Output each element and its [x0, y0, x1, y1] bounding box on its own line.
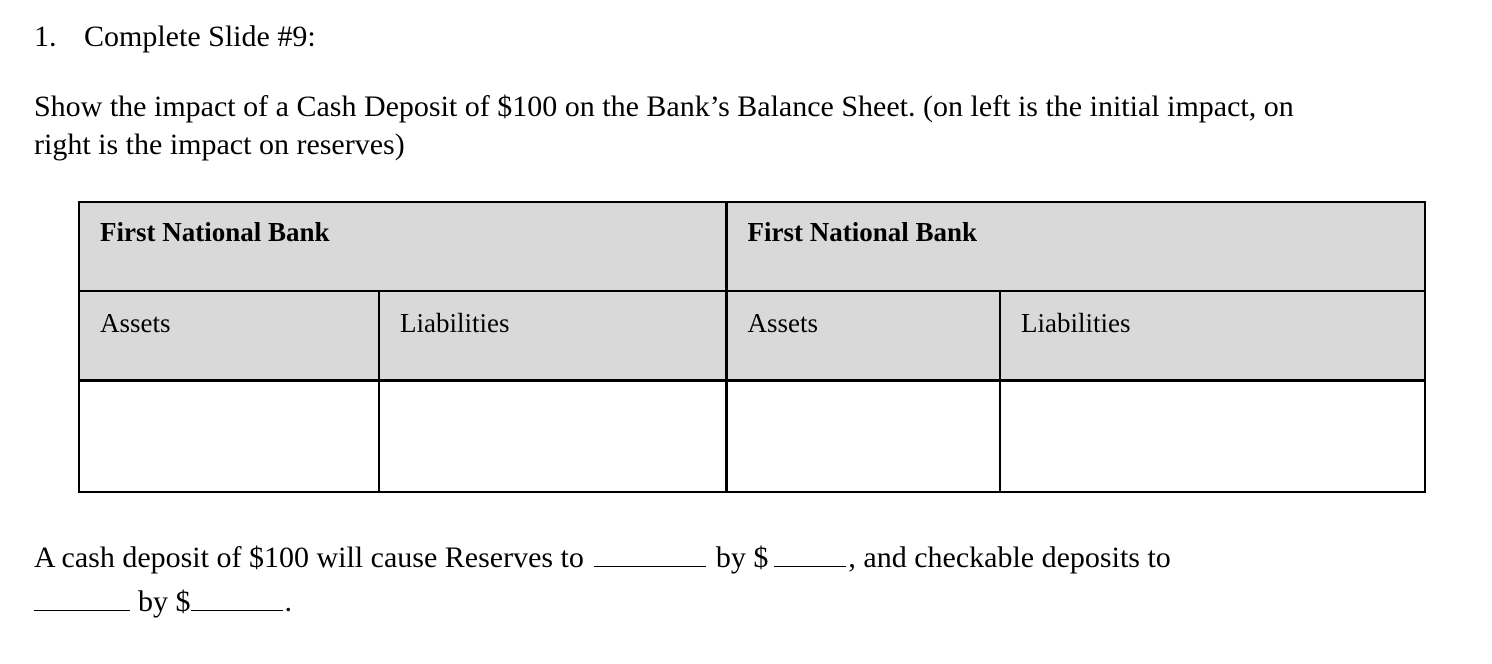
left-bank-name: First National Bank — [79, 202, 726, 291]
question-heading — [34, 18, 316, 56]
question-number: 1. — [34, 20, 57, 53]
reserves-amount-blank[interactable] — [774, 538, 846, 567]
question-instructions: Show the impact of a Cash Deposit of $100 on the Bank’s Balance Sheet. (on left is the initial impact, on right is the impact on reserves) — [34, 90, 1294, 161]
left-assets-cell[interactable] — [79, 380, 379, 492]
entry-row — [79, 380, 1425, 492]
fill-in-text-5: . — [284, 585, 292, 618]
right-assets-cell[interactable] — [726, 380, 1000, 492]
left-assets-header: Assets — [79, 291, 379, 380]
right-assets-header: Assets — [726, 291, 1000, 380]
deposits-direction-blank[interactable] — [34, 582, 130, 611]
question-title: Complete Slide #9: — [84, 20, 316, 53]
fill-in-text-2: by $ — [715, 541, 769, 574]
fill-in-text-3: , and checkable deposits to — [848, 541, 1171, 574]
right-bank-name: First National Bank — [726, 202, 1425, 291]
right-liabilities-header: Liabilities — [1000, 291, 1425, 380]
bank-name-row — [79, 202, 1425, 291]
fill-in-text-1: A cash deposit of $100 will cause Reserves to — [34, 541, 584, 574]
fill-in-text-4: by $ — [138, 585, 191, 618]
balance-sheet-table — [78, 201, 1426, 493]
fill-in-sentence — [34, 536, 1171, 624]
deposits-amount-blank[interactable] — [191, 582, 283, 611]
reserves-direction-blank[interactable] — [594, 538, 706, 567]
column-header-row — [79, 291, 1425, 380]
left-liabilities-header: Liabilities — [379, 291, 726, 380]
right-liabilities-cell[interactable] — [1000, 380, 1425, 492]
left-liabilities-cell[interactable] — [379, 380, 726, 492]
